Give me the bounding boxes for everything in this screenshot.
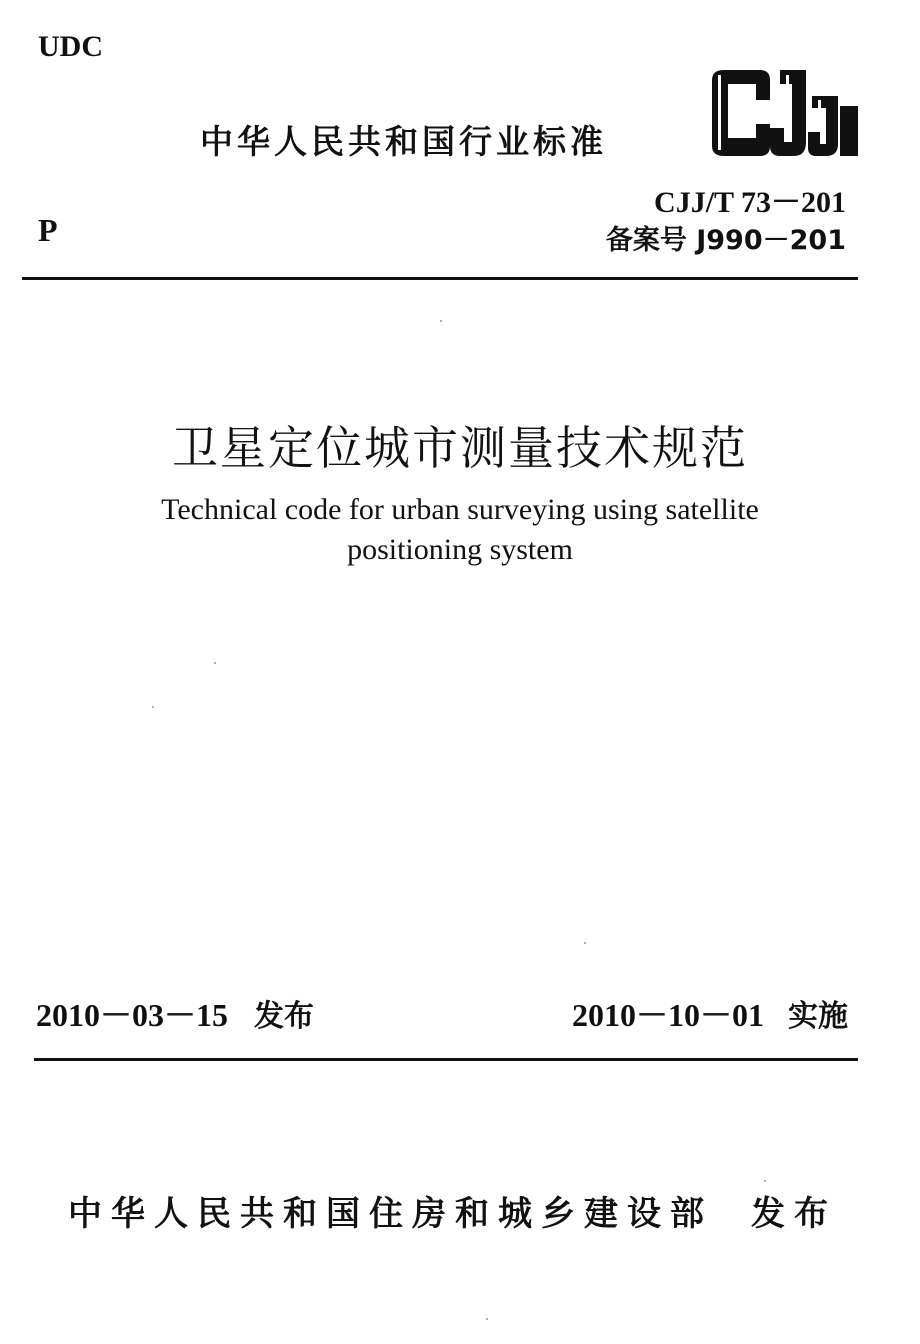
issue-date-row bbox=[36, 990, 314, 1036]
scan-speck bbox=[486, 1318, 488, 1320]
publisher-line bbox=[68, 1186, 837, 1235]
cjj-logo-graphic bbox=[708, 66, 858, 162]
scan-speck bbox=[214, 662, 216, 664]
scan-speck bbox=[440, 320, 442, 322]
record-number: 备案号 J990－201 bbox=[605, 225, 846, 256]
english-title-text: Technical code for urban surveying using satellite positioning system bbox=[161, 493, 759, 566]
cjj-logo bbox=[708, 66, 858, 162]
bottom-rule bbox=[34, 1058, 858, 1061]
implement-date-row bbox=[572, 990, 858, 1036]
category-letter: P bbox=[38, 212, 58, 248]
document-title-chinese: 卫星定位城市测量技术规范 bbox=[172, 421, 748, 475]
implement-date: 2010－10－01 bbox=[572, 997, 765, 1033]
issue-date: 2010－03－15 bbox=[36, 997, 229, 1033]
top-rule bbox=[22, 277, 858, 280]
udc-label: UDC bbox=[38, 30, 103, 63]
document-title-english bbox=[0, 490, 920, 570]
implement-label: 实施 bbox=[788, 999, 849, 1034]
publisher-name: 中华人民共和国住房和城乡建设部 bbox=[68, 1194, 713, 1234]
scan-speck bbox=[152, 706, 154, 708]
scan-speck bbox=[764, 1180, 766, 1182]
issue-label: 发布 bbox=[254, 999, 315, 1034]
standard-type-title: 中华人民共和国行业标准 bbox=[200, 122, 607, 161]
standard-code-block bbox=[546, 184, 846, 260]
standard-code: CJJ/T 73－201 bbox=[654, 186, 846, 219]
scan-speck bbox=[584, 942, 586, 944]
publish-label: 发布 bbox=[751, 1194, 837, 1234]
